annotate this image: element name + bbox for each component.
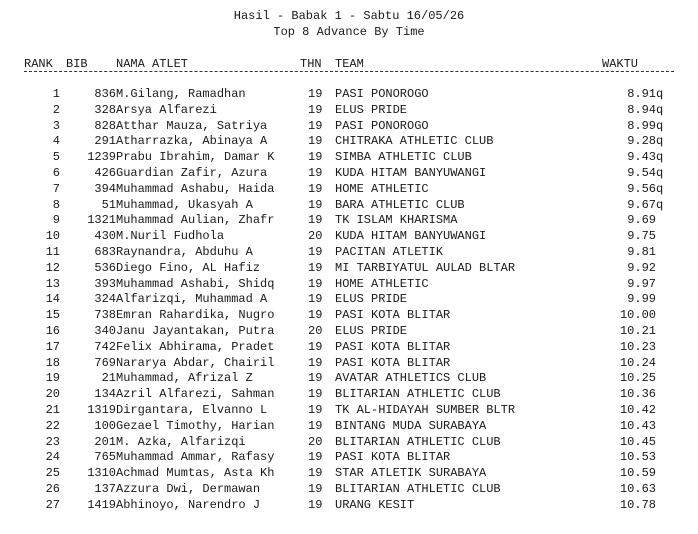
qualifier-mark: q bbox=[656, 118, 664, 133]
team-cell: PASI PONOROGO bbox=[335, 87, 429, 101]
time-cell: 10.24 bbox=[619, 355, 656, 370]
team-cell: BLITARIAN ATHLETIC CLUB bbox=[335, 434, 501, 449]
year-cell: 19 bbox=[308, 134, 323, 149]
athlete-name-cell: Prabu Ibrahim, Damar K bbox=[116, 150, 275, 165]
rank-cell: 27 bbox=[45, 497, 60, 512]
athlete-name-cell: Muhammad Ammar, Rafasy bbox=[116, 450, 275, 465]
rank-cell: 16 bbox=[45, 323, 60, 338]
rank-cell: 23 bbox=[45, 434, 60, 449]
rank-cell: 17 bbox=[45, 339, 60, 354]
time-cell: 9.75 bbox=[627, 229, 656, 244]
bib-cell: 201 bbox=[94, 434, 116, 449]
bib-cell: 1319 bbox=[87, 402, 116, 417]
team-cell: SIMBA ATHLETIC CLUB bbox=[335, 150, 472, 165]
time-cell: 9.28 bbox=[627, 134, 656, 149]
year-cell: 19 bbox=[308, 497, 323, 512]
table-row bbox=[24, 292, 684, 308]
athlete-name-cell: Diego Fino, AL Hafiz bbox=[116, 260, 261, 275]
team-cell: BLITARIAN ATHLETIC CLUB bbox=[335, 481, 501, 496]
athlete-name-cell: Azzura Dwi, Dermawan bbox=[116, 481, 261, 496]
athlete-name-cell: Muhammad Ashabi, Shidq bbox=[116, 276, 275, 291]
table-row bbox=[24, 356, 684, 372]
year-cell: 19 bbox=[308, 213, 323, 228]
year-cell: 19 bbox=[308, 244, 323, 259]
table-row bbox=[24, 103, 684, 119]
athlete-name-cell: Raynandra, Abduhu A bbox=[116, 244, 253, 259]
table-row bbox=[24, 371, 684, 387]
athlete-name-cell: Muhammad Ashabu, Haida bbox=[116, 181, 275, 196]
qualifier-mark: q bbox=[656, 197, 664, 212]
time-cell: 9.56 bbox=[627, 181, 656, 196]
rank-cell: 18 bbox=[45, 355, 60, 370]
table-row bbox=[24, 245, 684, 261]
bib-cell: 340 bbox=[94, 323, 116, 338]
rank-cell: 9 bbox=[52, 213, 60, 228]
team-cell: HOME ATHLETIC bbox=[335, 181, 429, 196]
year-cell: 19 bbox=[308, 118, 323, 133]
rank-cell: 20 bbox=[45, 387, 60, 402]
team-cell: PASI KOTA BLITAR bbox=[335, 339, 451, 354]
qualifier-mark: q bbox=[656, 87, 664, 101]
year-cell: 19 bbox=[308, 402, 323, 417]
athlete-name-cell: Alfarizqi, Muhammad A bbox=[116, 292, 268, 307]
athlete-name-cell: Arsya Alfarezi bbox=[116, 102, 217, 117]
bib-cell: 430 bbox=[94, 229, 116, 244]
bib-cell: 1310 bbox=[87, 466, 116, 481]
table-row bbox=[24, 419, 684, 435]
team-cell: BLITARIAN ATHLETIC CLUB bbox=[335, 387, 501, 402]
bib-cell: 1321 bbox=[87, 213, 116, 228]
column-header-team: TEAM bbox=[335, 57, 364, 71]
team-cell: HOME ATHLETIC bbox=[335, 276, 429, 291]
team-cell: BINTANG MUDA SURABAYA bbox=[335, 418, 487, 433]
rank-cell: 26 bbox=[45, 481, 60, 496]
table-row bbox=[24, 466, 684, 482]
column-header-rank: RANK bbox=[24, 57, 53, 71]
team-cell: ELUS PRIDE bbox=[335, 323, 408, 338]
athlete-name-cell: Muhammad Aulian, Zhafr bbox=[116, 213, 275, 228]
rank-cell: 19 bbox=[45, 371, 60, 386]
rank-cell: 13 bbox=[45, 276, 60, 291]
team-cell: TK AL-HIDAYAH SUMBER BLTR bbox=[335, 402, 516, 417]
time-cell: 8.94 bbox=[627, 102, 656, 117]
team-cell: PASI PONOROGO bbox=[335, 118, 429, 133]
time-cell: 9.99 bbox=[627, 292, 656, 307]
athlete-name-cell: Atharrazka, Abinaya A bbox=[116, 134, 268, 149]
table-row bbox=[24, 498, 684, 514]
time-cell: 8.91 bbox=[627, 87, 656, 101]
team-cell: PASI KOTA BLITAR bbox=[335, 355, 451, 370]
athlete-name-cell: Muhammad, Ukasyah A bbox=[116, 197, 253, 212]
year-cell: 20 bbox=[308, 323, 323, 338]
rank-cell: 12 bbox=[45, 260, 60, 275]
athlete-name-cell: M.Gilang, Ramadhan bbox=[116, 87, 246, 101]
athlete-name-cell: Emran Rahardika, Nugro bbox=[116, 308, 275, 323]
table-row bbox=[24, 387, 684, 403]
time-cell: 9.97 bbox=[627, 276, 656, 291]
bib-cell: 394 bbox=[94, 181, 116, 196]
rank-cell: 15 bbox=[45, 308, 60, 323]
team-cell: PASI KOTA BLITAR bbox=[335, 308, 451, 323]
rank-cell: 1 bbox=[52, 87, 60, 101]
bib-cell: 426 bbox=[94, 165, 116, 180]
time-cell: 10.36 bbox=[619, 387, 656, 402]
team-cell: PACITAN ATLETIK bbox=[335, 244, 444, 259]
athlete-name-cell: Achmad Mumtas, Asta Kh bbox=[116, 466, 275, 481]
time-cell: 10.00 bbox=[619, 308, 656, 323]
time-cell: 10.23 bbox=[619, 339, 656, 354]
bib-cell: 21 bbox=[101, 371, 116, 386]
team-cell: KUDA HITAM BANYUWANGI bbox=[335, 229, 487, 244]
team-cell: PASI KOTA BLITAR bbox=[335, 450, 451, 465]
column-header-bib: BIB bbox=[66, 57, 88, 71]
team-cell: KUDA HITAM BANYUWANGI bbox=[335, 165, 487, 180]
bib-cell: 536 bbox=[94, 260, 116, 275]
bib-cell: 836 bbox=[94, 87, 116, 101]
time-cell: 8.99 bbox=[627, 118, 656, 133]
bib-cell: 393 bbox=[94, 276, 116, 291]
table-row bbox=[24, 182, 684, 198]
results-table bbox=[24, 87, 684, 514]
bib-cell: 328 bbox=[94, 102, 116, 117]
year-cell: 19 bbox=[308, 181, 323, 196]
qualifier-mark: q bbox=[656, 102, 664, 117]
qualifier-mark: q bbox=[656, 150, 664, 165]
year-cell: 19 bbox=[308, 387, 323, 402]
team-cell: ELUS PRIDE bbox=[335, 102, 408, 117]
athlete-name-cell: Muhammad, Afrizal Z bbox=[116, 371, 253, 386]
year-cell: 19 bbox=[308, 308, 323, 323]
time-cell: 10.25 bbox=[619, 371, 656, 386]
table-row bbox=[24, 277, 684, 293]
table-row bbox=[24, 261, 684, 277]
results-title: Hasil - Babak 1 - Sabtu 16/05/26 bbox=[233, 9, 465, 23]
qualifier-mark: q bbox=[656, 134, 664, 149]
table-row bbox=[24, 119, 684, 135]
team-cell: AVATAR ATHLETICS CLUB bbox=[335, 371, 487, 386]
time-cell: 9.54 bbox=[627, 165, 656, 180]
bib-cell: 769 bbox=[94, 355, 116, 370]
time-cell: 9.81 bbox=[627, 244, 656, 259]
year-cell: 19 bbox=[308, 466, 323, 481]
team-cell: MI TARBIYATUL AULAD BLTAR bbox=[335, 260, 516, 275]
bib-cell: 765 bbox=[94, 450, 116, 465]
year-cell: 19 bbox=[308, 260, 323, 275]
team-cell: ELUS PRIDE bbox=[335, 292, 408, 307]
bib-cell: 742 bbox=[94, 339, 116, 354]
athlete-name-cell: Nararya Abdar, Chairil bbox=[116, 355, 275, 370]
year-cell: 19 bbox=[308, 87, 323, 101]
bib-cell: 828 bbox=[94, 118, 116, 133]
bib-cell: 137 bbox=[94, 481, 116, 496]
table-row bbox=[24, 213, 684, 229]
bib-cell: 51 bbox=[101, 197, 116, 212]
qualifier-mark: q bbox=[656, 181, 664, 196]
rank-cell: 24 bbox=[45, 450, 60, 465]
rank-cell: 5 bbox=[52, 150, 60, 165]
athlete-name-cell: M. Azka, Alfarizqi bbox=[116, 434, 246, 449]
team-cell: STAR ATLETIK SURABAYA bbox=[335, 466, 487, 481]
table-header bbox=[24, 56, 684, 72]
table-row bbox=[24, 308, 684, 324]
athlete-name-cell: Guardian Zafir, Azura bbox=[116, 165, 268, 180]
table-row bbox=[24, 482, 684, 498]
header-divider bbox=[24, 71, 674, 72]
team-cell: CHITRAKA ATHLETIC CLUB bbox=[335, 134, 494, 149]
time-cell: 10.78 bbox=[619, 497, 656, 512]
table-row bbox=[24, 435, 684, 451]
table-row bbox=[24, 150, 684, 166]
bib-cell: 683 bbox=[94, 244, 116, 259]
rank-cell: 22 bbox=[45, 418, 60, 433]
time-cell: 9.92 bbox=[627, 260, 656, 275]
qualifier-mark: q bbox=[656, 165, 664, 180]
year-cell: 19 bbox=[308, 339, 323, 354]
time-cell: 10.42 bbox=[619, 402, 656, 417]
table-row bbox=[24, 324, 684, 340]
bib-cell: 1419 bbox=[87, 497, 116, 512]
athlete-name-cell: Dirgantara, Elvanno L bbox=[116, 402, 268, 417]
time-cell: 10.43 bbox=[619, 418, 656, 433]
bib-cell: 134 bbox=[94, 387, 116, 402]
year-cell: 19 bbox=[308, 481, 323, 496]
bib-cell: 324 bbox=[94, 292, 116, 307]
year-cell: 20 bbox=[308, 229, 323, 244]
rank-cell: 21 bbox=[45, 402, 60, 417]
rank-cell: 2 bbox=[52, 102, 60, 117]
time-cell: 9.69 bbox=[627, 213, 656, 228]
table-row bbox=[24, 166, 684, 182]
column-header-year: THN bbox=[300, 57, 322, 71]
year-cell: 19 bbox=[308, 197, 323, 212]
athlete-name-cell: Azril Alfarezi, Sahman bbox=[116, 387, 275, 402]
bib-cell: 738 bbox=[94, 308, 116, 323]
time-cell: 10.45 bbox=[619, 434, 656, 449]
rank-cell: 7 bbox=[52, 181, 60, 196]
table-row bbox=[24, 450, 684, 466]
rank-cell: 11 bbox=[45, 244, 60, 259]
year-cell: 19 bbox=[308, 450, 323, 465]
athlete-name-cell: Abhinoyo, Narendro J bbox=[116, 497, 261, 512]
time-cell: 9.67 bbox=[627, 197, 656, 212]
table-row bbox=[24, 134, 684, 150]
team-cell: BARA ATHLETIC CLUB bbox=[335, 197, 465, 212]
rank-cell: 3 bbox=[52, 118, 60, 133]
year-cell: 19 bbox=[308, 355, 323, 370]
year-cell: 19 bbox=[308, 150, 323, 165]
year-cell: 19 bbox=[308, 276, 323, 291]
table-row bbox=[24, 87, 684, 103]
table-row bbox=[24, 340, 684, 356]
bib-cell: 291 bbox=[94, 134, 116, 149]
year-cell: 19 bbox=[308, 292, 323, 307]
year-cell: 19 bbox=[308, 102, 323, 117]
time-cell: 10.59 bbox=[619, 466, 656, 481]
time-cell: 9.43 bbox=[627, 150, 656, 165]
athlete-name-cell: Gezael Timothy, Harian bbox=[116, 418, 275, 433]
table-row bbox=[24, 229, 684, 245]
results-subtitle: Top 8 Advance By Time bbox=[273, 25, 425, 39]
column-header-time: WAKTU bbox=[602, 57, 639, 71]
rank-cell: 6 bbox=[52, 165, 60, 180]
year-cell: 19 bbox=[308, 371, 323, 386]
bib-cell: 1239 bbox=[87, 150, 116, 165]
time-cell: 10.63 bbox=[619, 481, 656, 496]
time-cell: 10.53 bbox=[619, 450, 656, 465]
rank-cell: 14 bbox=[45, 292, 60, 307]
rank-cell: 25 bbox=[45, 466, 60, 481]
column-header-name: NAMA ATLET bbox=[116, 57, 189, 71]
athlete-name-cell: Atthar Mauza, Satriya bbox=[116, 118, 268, 133]
rank-cell: 8 bbox=[52, 197, 60, 212]
team-cell: URANG KESIT bbox=[335, 497, 415, 512]
team-cell: TK ISLAM KHARISMA bbox=[335, 213, 458, 228]
athlete-name-cell: Felix Abhirama, Pradet bbox=[116, 339, 275, 354]
rank-cell: 4 bbox=[52, 134, 60, 149]
table-row bbox=[24, 198, 684, 214]
time-cell: 10.21 bbox=[619, 323, 656, 338]
athlete-name-cell: Janu Jayantakan, Putra bbox=[116, 323, 275, 338]
rank-cell: 10 bbox=[45, 229, 60, 244]
year-cell: 19 bbox=[308, 165, 323, 180]
bib-cell: 100 bbox=[94, 418, 116, 433]
table-row bbox=[24, 403, 684, 419]
athlete-name-cell: M.Nuril Fudhola bbox=[116, 229, 225, 244]
year-cell: 20 bbox=[308, 434, 323, 449]
year-cell: 19 bbox=[308, 418, 323, 433]
